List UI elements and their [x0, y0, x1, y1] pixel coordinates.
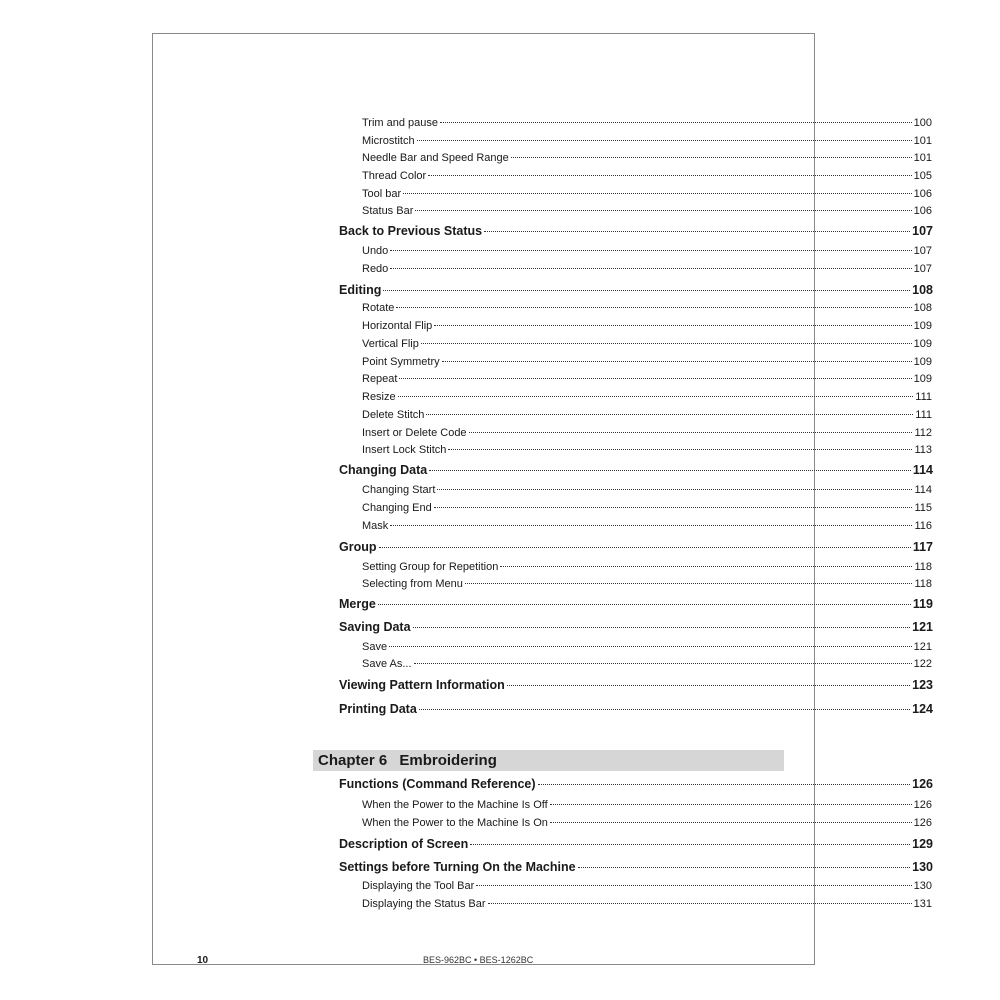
toc-entry[interactable]	[339, 283, 933, 301]
toc-entry[interactable]	[362, 444, 932, 460]
toc-entry[interactable]	[362, 302, 932, 318]
toc-entry-page: 121	[913, 641, 932, 653]
toc-entry[interactable]	[362, 578, 932, 594]
toc-entry-page: 126	[913, 817, 932, 829]
table-of-contents	[153, 34, 933, 964]
toc-entry-page: 101	[913, 152, 932, 164]
toc-entry-title: Changing End	[362, 502, 432, 514]
dot-leader	[419, 709, 910, 710]
toc-entry-title: Trim and pause	[362, 117, 439, 129]
dot-leader	[440, 122, 912, 123]
toc-entry-page: 126	[912, 777, 933, 791]
toc-entry-page: 111	[915, 409, 932, 421]
dot-leader	[511, 157, 912, 158]
dot-leader	[448, 449, 912, 450]
toc-entry-title: Insert or Delete Code	[362, 427, 467, 439]
toc-entry[interactable]	[362, 641, 932, 657]
toc-entry[interactable]	[362, 658, 932, 674]
toc-entry[interactable]	[339, 224, 933, 242]
toc-entry-page: 121	[912, 620, 933, 634]
dot-leader	[378, 604, 911, 605]
toc-entry-title: Repeat	[362, 373, 398, 385]
toc-entry[interactable]	[339, 702, 933, 720]
toc-entry[interactable]	[362, 117, 932, 133]
toc-entry[interactable]	[362, 502, 932, 518]
toc-entry[interactable]	[339, 540, 933, 558]
toc-entry[interactable]	[339, 678, 933, 696]
dot-leader	[484, 231, 910, 232]
dot-leader	[414, 663, 912, 664]
toc-entry[interactable]	[339, 463, 933, 481]
toc-entry[interactable]	[362, 170, 932, 186]
toc-entry-page: 117	[912, 540, 933, 554]
toc-entry-title: Tool bar	[362, 188, 402, 200]
dot-leader	[429, 470, 911, 471]
dot-leader	[413, 627, 911, 628]
toc-entry-title: Viewing Pattern Information	[339, 678, 505, 692]
toc-entry-page: 119	[912, 597, 933, 611]
dot-leader	[442, 361, 912, 362]
dot-leader	[398, 396, 914, 397]
toc-entry-page: 124	[912, 702, 933, 716]
toc-entry-page: 130	[913, 880, 932, 892]
toc-entry[interactable]	[339, 597, 933, 615]
toc-entry-title: Functions (Command Reference)	[339, 777, 536, 791]
toc-entry-title: Merge	[339, 597, 376, 611]
toc-entry-title: Insert Lock Stitch	[362, 444, 447, 456]
dot-leader	[428, 175, 911, 176]
toc-entry-title: Resize	[362, 391, 396, 403]
toc-entry-page: 118	[914, 578, 932, 590]
toc-entry[interactable]	[339, 837, 933, 855]
toc-entry-title: Thread Color	[362, 170, 427, 182]
toc-entry-page: 101	[913, 135, 932, 147]
toc-entry-page: 107	[912, 224, 933, 238]
toc-entry-page: 126	[913, 799, 932, 811]
toc-entry-page: 114	[914, 484, 932, 496]
toc-entry-title: Printing Data	[339, 702, 417, 716]
toc-entry-page: 109	[913, 373, 932, 385]
toc-entry-page: 113	[914, 444, 932, 456]
toc-entry[interactable]	[362, 898, 932, 914]
toc-entry-title: Horizontal Flip	[362, 320, 433, 332]
toc-entry-title: Group	[339, 540, 377, 554]
toc-entry-title: Point Symmetry	[362, 356, 440, 368]
toc-entry[interactable]	[362, 409, 932, 425]
chapter-title: Embroidering	[399, 752, 497, 769]
toc-entry-page: 107	[913, 245, 932, 257]
dot-leader	[470, 844, 910, 845]
toc-entry[interactable]	[362, 484, 932, 500]
toc-entry-page: 109	[913, 338, 932, 350]
toc-entry-page: 107	[913, 263, 932, 275]
toc-entry-title: Mask	[362, 520, 389, 532]
toc-entry-page: 106	[913, 188, 932, 200]
dot-leader	[426, 414, 913, 415]
dot-leader	[396, 307, 911, 308]
toc-entry-page: 106	[913, 205, 932, 217]
toc-entry-title: Settings before Turning On the Machine	[339, 860, 576, 874]
dot-leader	[379, 547, 911, 548]
toc-entry-title: Displaying the Tool Bar	[362, 880, 475, 892]
toc-entry-page: 123	[912, 678, 933, 692]
dot-leader	[476, 885, 911, 886]
toc-entry[interactable]	[362, 188, 932, 204]
toc-entry-page: 116	[914, 520, 932, 532]
toc-entry-title: Setting Group for Repetition	[362, 561, 499, 573]
toc-entry[interactable]	[339, 860, 933, 878]
toc-entry-title: Needle Bar and Speed Range	[362, 152, 509, 164]
toc-entry[interactable]	[362, 135, 932, 151]
toc-entry-page: 108	[912, 283, 933, 297]
dot-leader	[507, 685, 910, 686]
toc-entry-page: 122	[913, 658, 932, 670]
dot-leader	[550, 822, 912, 823]
toc-entry-title: Undo	[362, 245, 389, 257]
dot-leader	[390, 268, 911, 269]
dot-leader	[421, 343, 912, 344]
toc-entry-title: Delete Stitch	[362, 409, 425, 421]
model-footer: BES-962BC • BES-1262BC	[423, 955, 534, 965]
document-page	[152, 33, 933, 966]
toc-entry-page: 129	[912, 837, 933, 851]
chapter-heading	[313, 750, 784, 771]
toc-entry-page: 118	[914, 561, 932, 573]
chapter-number: Chapter 6	[318, 752, 388, 769]
toc-entry-title: Description of Screen	[339, 837, 469, 851]
dot-leader	[437, 489, 912, 490]
dot-leader	[469, 432, 913, 433]
toc-entry-title: Back to Previous Status	[339, 224, 483, 238]
dot-leader	[550, 804, 912, 805]
toc-entry[interactable]	[339, 620, 933, 638]
toc-entry-page: 108	[913, 302, 932, 314]
toc-entry[interactable]	[362, 152, 932, 168]
dot-leader	[415, 210, 911, 211]
toc-entry-page: 100	[913, 117, 932, 129]
dot-leader	[434, 507, 913, 508]
toc-entry[interactable]	[362, 356, 932, 372]
toc-entry[interactable]	[362, 373, 932, 389]
toc-entry-title: Microstitch	[362, 135, 415, 147]
dot-leader	[538, 784, 911, 785]
toc-entry[interactable]	[362, 320, 932, 336]
dot-leader	[465, 583, 913, 584]
dot-leader	[434, 325, 911, 326]
toc-entry-title: When the Power to the Machine Is On	[362, 817, 548, 829]
toc-entry-title: Selecting from Menu	[362, 578, 463, 590]
toc-entry[interactable]	[362, 561, 932, 577]
toc-entry-title: Displaying the Status Bar	[362, 898, 486, 910]
toc-entry-title: Editing	[339, 283, 382, 297]
toc-entry[interactable]	[362, 338, 932, 354]
toc-entry-title: Changing Start	[362, 484, 436, 496]
toc-entry-title: Redo	[362, 263, 389, 275]
toc-entry-title: Rotate	[362, 302, 395, 314]
toc-entry-page: 115	[914, 502, 932, 514]
toc-entry-title: When the Power to the Machine Is Off	[362, 799, 548, 811]
toc-entry[interactable]	[362, 205, 932, 221]
dot-leader	[390, 250, 911, 251]
toc-entry-page: 109	[913, 356, 932, 368]
toc-entry-page: 131	[913, 898, 932, 910]
dot-leader	[500, 566, 912, 567]
toc-entry[interactable]	[362, 391, 932, 407]
toc-entry[interactable]	[362, 520, 932, 536]
toc-entry[interactable]	[362, 880, 932, 896]
dot-leader	[488, 903, 912, 904]
toc-entry-title: Saving Data	[339, 620, 411, 634]
dot-leader	[383, 290, 910, 291]
page-number: 10	[197, 955, 209, 966]
toc-entry[interactable]	[362, 427, 932, 443]
toc-entry[interactable]	[362, 245, 932, 261]
dot-leader	[389, 646, 912, 647]
dot-leader	[390, 525, 912, 526]
toc-entry-page: 114	[912, 463, 933, 477]
toc-entry[interactable]	[339, 777, 933, 795]
toc-entry-title: Changing Data	[339, 463, 428, 477]
toc-entry-page: 109	[913, 320, 932, 332]
toc-entry[interactable]	[362, 263, 932, 279]
toc-entry-page: 112	[914, 427, 932, 439]
dot-leader	[578, 867, 911, 868]
dot-leader	[399, 378, 911, 379]
toc-entry-title: Save	[362, 641, 388, 653]
toc-entry[interactable]	[362, 799, 932, 815]
toc-entry-page: 111	[915, 391, 932, 403]
dot-leader	[403, 193, 912, 194]
toc-entry-title: Save As...	[362, 658, 412, 670]
toc-entry-page: 130	[912, 860, 933, 874]
toc-entry-title: Vertical Flip	[362, 338, 419, 350]
toc-entry[interactable]	[362, 817, 932, 833]
dot-leader	[417, 140, 912, 141]
toc-entry-title: Status Bar	[362, 205, 414, 217]
toc-entry-page: 105	[913, 170, 932, 182]
